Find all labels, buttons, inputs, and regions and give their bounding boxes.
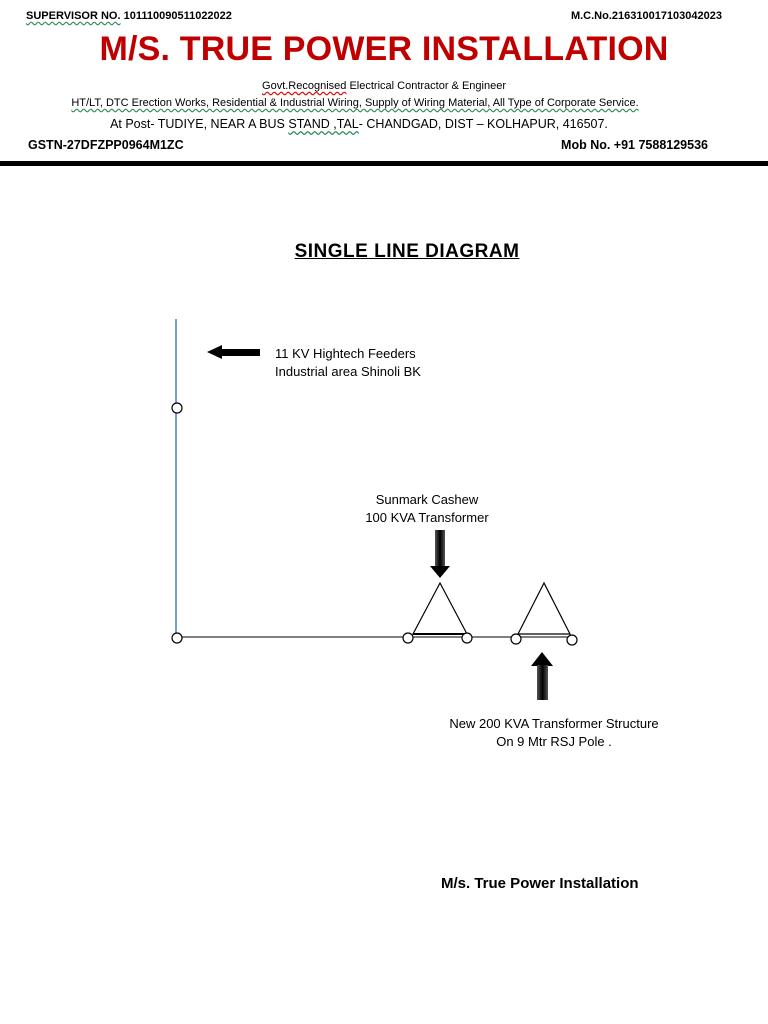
diagram-title: SINGLE LINE DIAGRAM — [294, 241, 520, 262]
arrow-left-icon — [207, 345, 260, 359]
tagline-part1: Govt.Recognised — [262, 80, 347, 92]
arrow-down-icon — [430, 530, 450, 578]
company-services: HT/LT, DTC Erection Works, Residential & Industrial Wiring, Supply of Wiring Material, All Type of Corporate Service. — [71, 97, 639, 109]
feeder-label-line1: 11 KV Hightech Feeders — [275, 346, 416, 361]
supervisor-label: SUPERVISOR NO. — [26, 10, 121, 22]
address-part3: - CHANDGAD, DIST – KOLHAPUR, 416507. — [358, 117, 608, 131]
address-part2: STAND ,TAL — [288, 117, 359, 131]
existing-transformer-line1: Sunmark Cashew — [375, 492, 479, 507]
existing-transformer-symbol — [403, 583, 472, 643]
feeder-label — [275, 345, 421, 381]
company-name: M/S. TRUE POWER INSTALLATION — [99, 30, 669, 68]
existing-transformer-line2: 100 KVA Transformer — [365, 510, 489, 525]
feeder-label-line2: Industrial area Shinoli BK — [275, 364, 421, 379]
supervisor-value: 101110090511022022 — [123, 10, 232, 22]
tagline-part2: Electrical Contractor & Engineer — [346, 80, 506, 92]
existing-transformer-label — [352, 491, 502, 527]
signature-company-name: M/s. True Power Installation — [441, 875, 639, 892]
new-transformer-line1: New 200 KVA Transformer Structure — [449, 716, 659, 731]
gstn-number: GSTN-27DFZPP0964M1ZC — [28, 138, 184, 152]
mobile-number: Mob No. +91 7588129536 — [561, 138, 708, 152]
arrow-up-icon — [531, 652, 553, 700]
new-transformer-symbol — [511, 583, 577, 645]
mc-number: M.C.No.216310017103042023 — [570, 10, 722, 22]
junction-node — [172, 633, 182, 643]
new-transformer-label — [430, 715, 678, 751]
feeder-node-upper — [172, 403, 182, 413]
new-transformer-line2: On 9 Mtr RSJ Pole . — [496, 734, 612, 749]
address-part1: At Post- TUDIYE, NEAR A BUS — [110, 117, 289, 131]
